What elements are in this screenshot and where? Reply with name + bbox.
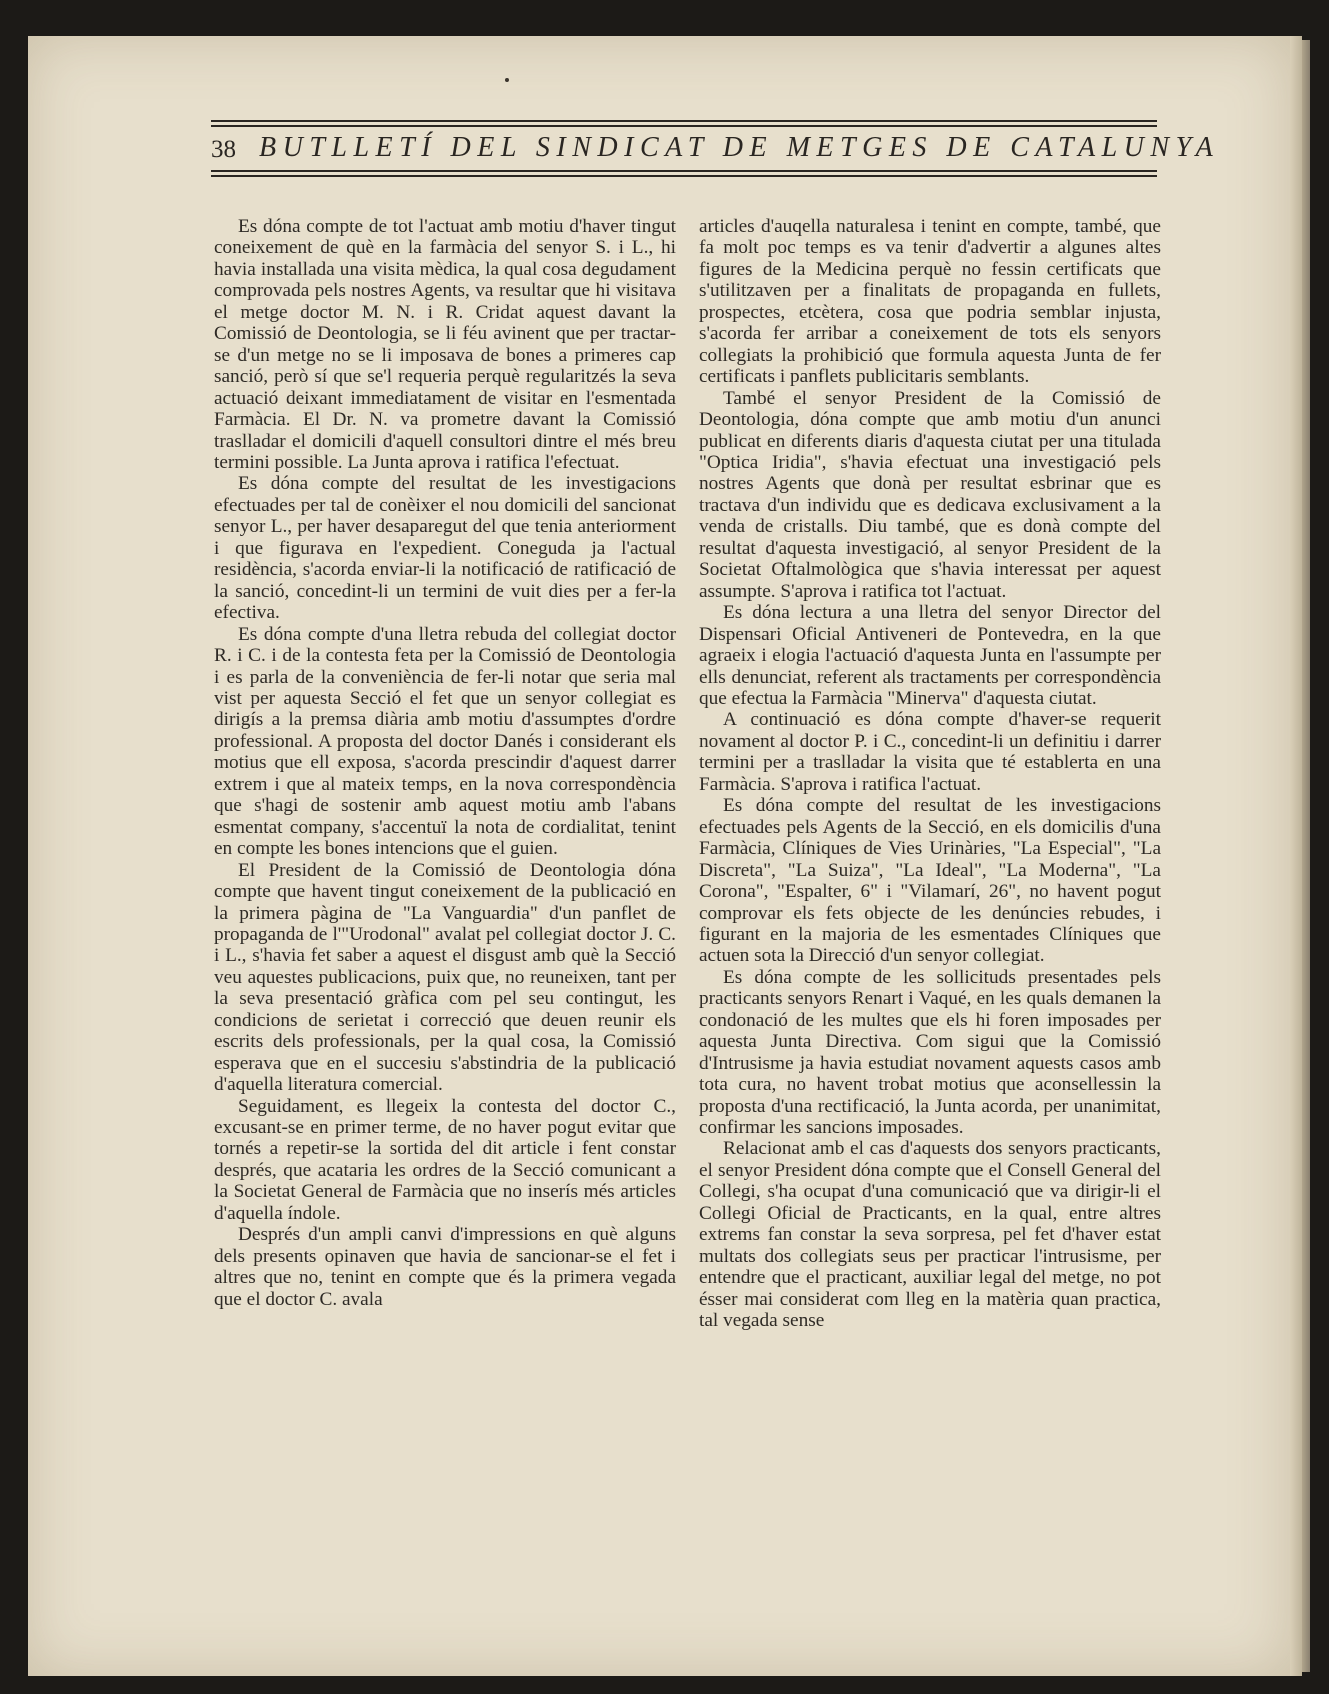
- header-bottom-rule: [211, 170, 1157, 172]
- paragraph: Es dóna compte del resultat de les investigacions efectuades per tal de conèixer el nou domicili del sancionat senyor L., per haver desaparegut del que tenia anteriorment i que figurava en l'expedient. Coneguda ja l'actual residència, s'acorda enviar-li la notificació de ratificació de la sanció, concedint-li un termini de vuit dies per a fer-la efectiva.: [214, 473, 676, 624]
- paragraph: Seguidament, es llegeix la contesta del doctor C., excusant-se en primer terme, de no haver pogut evitar que tornés a repetir-se la sortida del dit article i fent constar després, que acataria les ordres de la Secció comunicant a la Societat General de Farmàcia que no inserís més articles d'aquella índole.: [214, 1095, 676, 1224]
- left-column: [214, 216, 676, 1310]
- paragraph: També el senyor President de la Comissió de Deontologia, dóna compte que amb motiu d'un anunci publicat en diferents diaris d'aquesta ciutat per una titulada "Optica Iridia", s'havia efectuat una investigació pels nostres Agents que donà per resultat esbrinar que es tractava d'un individu que es dedicava exclusivament a la venda de cristalls. Diu també, que es donà compte del resultat d'aquesta investigació, al senyor President de la Societat Oftalmològica que s'havia interessat per aquest assumpte. S'aprova i ratifica tot l'actuat.: [699, 387, 1161, 602]
- paragraph: Es dóna compte de les sollicituds presentades pels practicants senyors Renart i Vaqué, en les quals demanen la condonació de les multes que els hi foren imposades per aquesta Junta Directiva. Com sigui que la Comissió d'Intrusisme ja havia estudiat novament aquests casos amb tota cura, no havent trobat motius que aconsellessin la proposta d'una rectificació, la Junta acorda, per unanimitat, confirmar les sancions imposades.: [699, 966, 1161, 1139]
- running-title: BUTLLETÍ DEL SINDICAT DE METGES DE CATALUNYA: [259, 132, 1220, 163]
- paragraph: Es dóna compte d'una lletra rebuda del collegiat doctor R. i C. i de la contesta feta per la Comissió de Deontologia i es parla de la conveniència de fer-li notar que seria mal vist per aquesta Secció el fet que un senyor collegiat es dirigís a la premsa diària amb motiu d'assumptes d'ordre professional. A proposta del doctor Danés i considerant els motius que ell exposa, s'acorda prescindir d'aquest darrer extrem i que al mateix temps, en la nova correspondència que s'hagi de sostenir amb aquest motiu amb l'abans esmentat company, s'accentuï la nota de cordialitat, tenint en compte les bones intencions que el guien.: [214, 623, 676, 860]
- page-number: 38: [211, 136, 236, 163]
- page-edge: [1290, 36, 1302, 1676]
- paragraph: articles d'auqella naturalesa i tenint en compte, també, que fa molt poc temps es va tenir d'advertir a algunes altes figures de la Medicina perquè no fessin certificats que s'utilitzaven per a finalitats de propaganda en fullets, prospectes, etcètera, cosa que podria semblar injusta, s'acorda fer arribar a coneixement de tots els senyors collegiats la prohibició que formula aquesta Junta de fer certificats i panflets publicitaris semblants.: [699, 216, 1161, 388]
- paragraph: A continuació es dóna compte d'haver-se requerit novament al doctor P. i C., concedint-li un definitiu i darrer termini per a traslladar la visita que té establerta en una Farmàcia. S'aprova i ratifica l'actuat.: [699, 709, 1161, 795]
- paragraph: Es dóna compte de tot l'actuat amb motiu d'haver tingut coneixement de què en la farmàcia del senyor S. i L., hi havia installada una visita mèdica, la qual cosa degudament comprovada pels nostres Agents, va resultar que hi visitava el metge doctor M. N. i R. Cridat aquest davant la Comissió de Deontologia, se li féu avinent que per tractar-se d'un metge no se li imposava de bones a primeres cap sanció, però sí que se'l requeria perquè regularitzés la seva actuació deixant immediatament de visitar en l'esmentada Farmàcia. El Dr. N. va prometre davant la Comissió traslladar el domicili d'aquell consultori dintre el més breu termini possible. La Junta aprova i ratifica l'efectuat.: [214, 216, 676, 473]
- paragraph: Es dóna lectura a una lletra del senyor Director del Dispensari Oficial Antiveneri de Pontevedra, en la que agraeix i elogia l'actuació d'aquesta Junta en l'assumpte per ells denunciat, referent als tractaments per correspondència que efectua la Farmàcia "Minerva" d'aquesta ciutat.: [699, 602, 1161, 709]
- right-column: [699, 216, 1161, 1332]
- ink-speck: [505, 78, 509, 82]
- header-bottom-rule-2: [211, 175, 1157, 177]
- paragraph: El President de la Comissió de Deontologia dóna compte que havent tingut coneixement de la publicació en la primera pàgina de "La Vanguardia" d'un panflet de propaganda de l'"Urodonal" avalat pel collegiat doctor J. C. i L., s'havia fet saber a aquest el disgust amb què la Secció veu aquestes publicacions, puix que, no reuneixen, tant per la seva presentació gràfica com pel seu contingut, les condicions de serietat i correcció que deuen reunir els escrits dels professionals, per la qual cosa, la Comissió esperava que en el succesiu s'abstindria de la publicació d'aquella literatura comercial.: [214, 859, 676, 1096]
- paragraph: Es dóna compte del resultat de les investigacions efectuades pels Agents de la Secció, en els domicilis d'una Farmàcia, Clíniques de Vies Urinàries, "La Especial", "La Discreta", "La Suiza", "La Ideal", "La Moderna", "La Corona", "Espalter, 6" i "Vilamarí, 26", no havent pogut comprovar els fets objecte de les denúncies rebudes, i figurant en la majoria de les esmentades Clíniques que actuen sota la Direcció d'un senyor collegiat.: [699, 795, 1161, 967]
- page-edge-shadow: [1302, 40, 1310, 1672]
- page-header: [211, 132, 1220, 170]
- header-top-rule-2: [211, 125, 1157, 127]
- paragraph: Relacionat amb el cas d'aquests dos senyors practicants, el senyor President dóna compte que el Consell General del Collegi, s'ha ocupat d'una comunicació que va dirigir-li el Collegi Oficial de Practicants, en la qual, entre altres extrems fan constar la seva sorpresa, pel fet d'haver estat multats dos collegiats seus per practicar l'intrusisme, per entendre que el practicant, auxiliar legal del metge, no pot ésser mai considerat com lleg en la matèria quan practica, tal vegada sense: [699, 1138, 1161, 1332]
- paragraph: Després d'un ampli canvi d'impressions en què alguns dels presents opinaven que havia de sancionar-se el fet i altres que no, tenint en compte que és la primera vegada que el doctor C. avala: [214, 1224, 676, 1310]
- header-top-rule: [211, 120, 1157, 122]
